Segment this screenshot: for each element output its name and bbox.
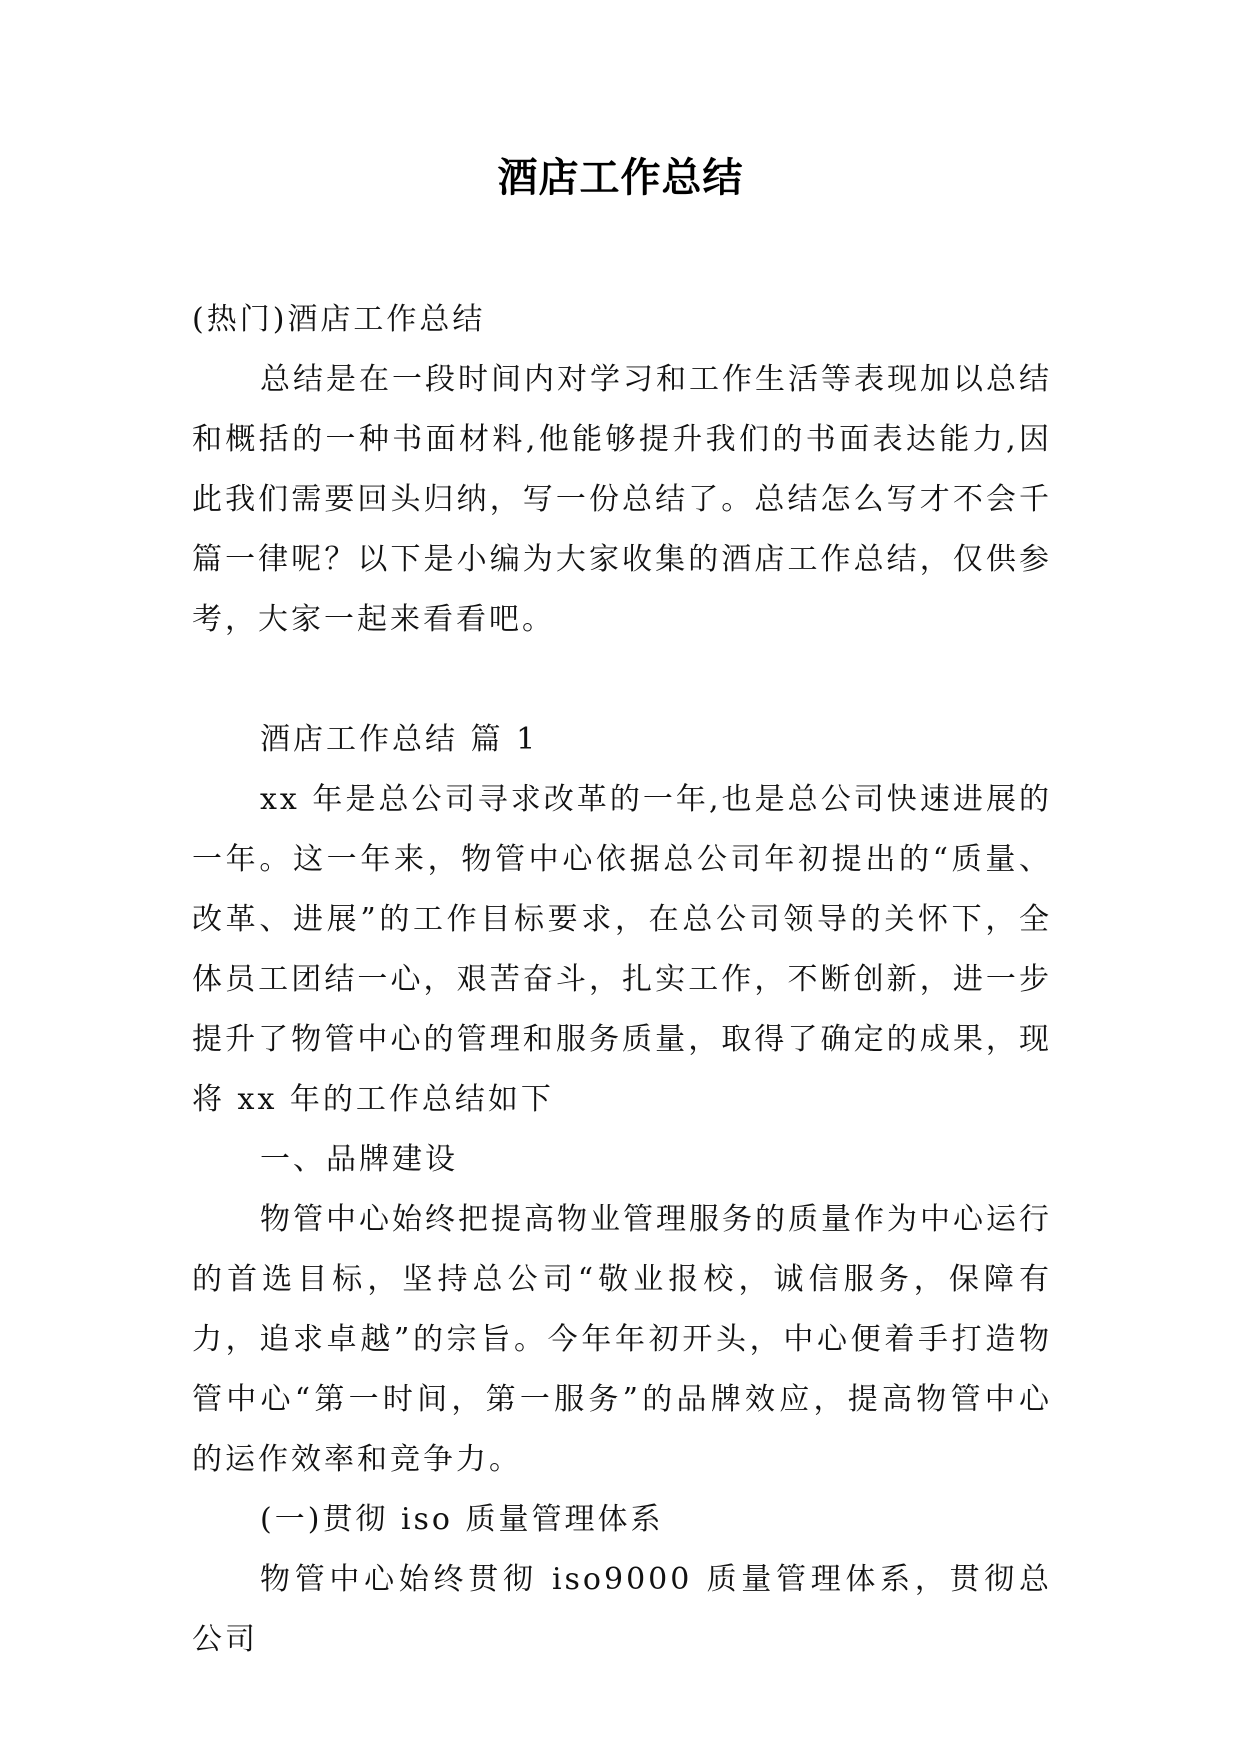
article-heading: 酒店工作总结 篇 1	[260, 722, 539, 757]
section-paragraph: 物管中心始终把提高物业管理服务的质量作为中心运行的首选目标，坚持总公司“敬业报校，诚信服务，保障有力，追求卓越”的宗旨。今年年初开头，中心便着手打造物管中心“第一时间，第一服务”的品牌效应，提高物管中心的运作效率和竞争力。	[192, 1202, 1052, 1477]
document-content	[192, 290, 1052, 1670]
section-heading: 一、品牌建设	[260, 1142, 458, 1177]
document-title: 酒店工作总结	[497, 154, 744, 201]
intro-paragraph: 总结是在一段时间内对学习和工作生活等表现加以总结和概括的一种书面材料,他能够提升我们的书面表达能力,因此我们需要回头归纳，写一份总结了。总结怎么写才不会千篇一律呢？以下是小编为大家收集的酒店工作总结，仅供参考，大家一起来看看吧。	[192, 362, 1052, 637]
intro-heading: (热门)酒店工作总结	[192, 302, 486, 337]
subsection-paragraph: 物管中心始终贯彻 iso9000 质量管理体系，贯彻总公司	[192, 1562, 1052, 1657]
article-paragraph: xx 年是总公司寻求改革的一年,也是总公司快速进展的一年。这一年来，物管中心依据总公司年初提出的“质量、改革、进展”的工作目标要求，在总公司领导的关怀下，全体员工团结一心，艰苦奋斗，扎实工作，不断创新，进一步提升了物管中心的管理和服务质量，取得了确定的成果，现将 xx 年的工作总结如下	[192, 782, 1052, 1117]
subsection-heading: (一)贯彻 iso 质量管理体系	[260, 1502, 664, 1537]
